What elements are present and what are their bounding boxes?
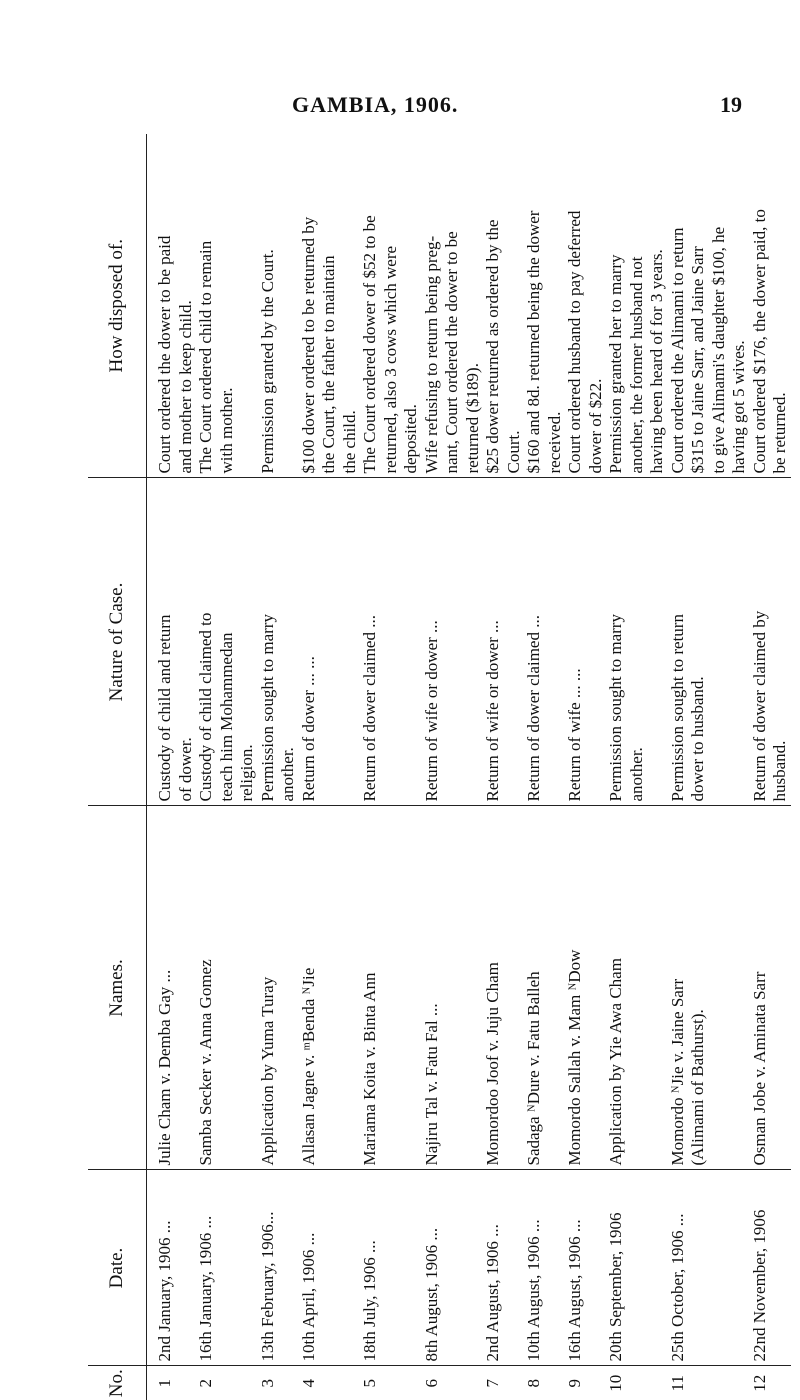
column-names: [147, 806, 791, 1170]
cell-line: [401, 479, 422, 806]
entry-how: [258, 134, 299, 478]
entry-no: [483, 1367, 524, 1400]
cell-line: $25 dower returned as ordered by the: [483, 134, 504, 478]
entry-date: [196, 1171, 258, 1366]
cell-line: 8: [524, 1367, 545, 1400]
cell-line: Momordo Sallah v. Mam ᴺDow: [565, 807, 586, 1170]
cell-line: [688, 1171, 709, 1366]
cell-line: [319, 807, 340, 1170]
entry-nature: [565, 479, 606, 806]
cell-line: [442, 479, 463, 806]
cell-line: Court ordered $176, the dower paid, to: [750, 134, 771, 478]
cell-line: [647, 479, 668, 806]
cell-line: [545, 1171, 566, 1366]
cell-line: [463, 1367, 484, 1400]
cell-line: 8th August, 1906 ...: [422, 1171, 443, 1366]
cell-line: Return of wife or dower ...: [483, 479, 504, 806]
cell-line: [586, 1367, 607, 1400]
cell-line: [729, 1367, 750, 1400]
cell-line: [647, 807, 668, 1170]
cell-line: $160 and 8d. returned being the dower: [524, 134, 545, 478]
cell-line: 7: [483, 1367, 504, 1400]
entry-how: [299, 134, 361, 478]
cell-line: [627, 1171, 648, 1366]
cell-line: [709, 1171, 730, 1366]
cell-line: [647, 1367, 668, 1400]
cell-line: Wife refusing to return being preg-: [422, 134, 443, 478]
cell-line: [237, 134, 258, 478]
entry-how: [483, 134, 524, 478]
cell-line: Court ordered husband to pay deferred: [565, 134, 586, 478]
cell-line: the Court, the father to maintain: [319, 134, 340, 478]
cell-line: 5: [360, 1367, 381, 1400]
cell-line: the child.: [340, 134, 361, 478]
cell-line: [381, 807, 402, 1170]
cell-line: [463, 479, 484, 806]
cell-line: Permission sought to marry: [606, 479, 627, 806]
column-no: [147, 1366, 791, 1400]
entry-no: [196, 1367, 258, 1400]
cell-line: 4: [299, 1367, 320, 1400]
cell-line: Custody of child claimed to: [196, 479, 217, 806]
cell-line: 11: [668, 1367, 689, 1400]
entry-no: [299, 1367, 361, 1400]
cell-line: Allasan Jagne v. ᵐBenda ᴺJie: [299, 807, 320, 1170]
entry-no: [524, 1367, 565, 1400]
entry-date: [750, 1171, 791, 1366]
header-nature: Nature of Case.: [88, 478, 147, 806]
cell-line: [504, 479, 525, 806]
cell-line: dower to husband.: [688, 479, 709, 806]
cell-line: with mother.: [217, 134, 238, 478]
cell-line: [545, 807, 566, 1170]
cell-line: [217, 1171, 238, 1366]
cell-line: Julie Cham v. Demba Gay ...: [155, 807, 176, 1170]
entry-nature: [483, 479, 524, 806]
entry-no: [750, 1367, 791, 1400]
cell-line: Custody of child and return: [155, 479, 176, 806]
entry-names: [258, 807, 299, 1170]
entry-nature: [750, 479, 791, 806]
cell-line: Momordo ᴺJie v. Jaine Sarr: [668, 807, 689, 1170]
entry-nature: [196, 479, 258, 806]
cell-line: [217, 807, 238, 1170]
cell-line: [381, 1171, 402, 1366]
cell-line: 10th April, 1906 ...: [299, 1171, 320, 1366]
cell-line: [729, 1171, 750, 1366]
cell-line: 10: [606, 1367, 627, 1400]
cell-line: [217, 1367, 238, 1400]
entry-no: [565, 1367, 606, 1400]
entry-names: [606, 807, 668, 1170]
entry-how: [565, 134, 606, 478]
cell-line: deposited.: [401, 134, 422, 478]
cell-line: 12: [750, 1367, 771, 1400]
entry-date: [155, 1171, 196, 1366]
cell-line: Application by Yie Awa Cham: [606, 807, 627, 1170]
entry-how: [606, 134, 668, 478]
cell-line: [688, 1367, 709, 1400]
entry-no: [422, 1367, 484, 1400]
entry-names: [299, 807, 361, 1170]
entry-how: [668, 134, 750, 478]
entry-no: [258, 1367, 299, 1400]
cell-line: [340, 1171, 361, 1366]
cell-line: be returned.: [770, 134, 791, 478]
column-nature: [147, 478, 791, 806]
cell-line: [504, 1367, 525, 1400]
cell-line: [278, 134, 299, 478]
cell-line: [176, 1171, 197, 1366]
cell-line: [770, 807, 791, 1170]
cell-line: [770, 1171, 791, 1366]
cell-line: another, the former husband not: [627, 134, 648, 478]
entry-names: [668, 807, 750, 1170]
cell-line: religion.: [237, 479, 258, 806]
cell-line: [463, 807, 484, 1170]
cell-line: Samba Secker v. Anna Gomez: [196, 807, 217, 1170]
entry-nature: [360, 479, 422, 806]
entry-nature: [668, 479, 750, 806]
column-date: [147, 1170, 791, 1366]
cell-line: 2nd January, 1906 ...: [155, 1171, 176, 1366]
cell-line: [709, 807, 730, 1170]
cell-line: [545, 1367, 566, 1400]
entry-nature: [155, 479, 196, 806]
cell-line: [278, 807, 299, 1170]
cell-line: Sadaga ᴺDure v. Fatu Balleh: [524, 807, 545, 1170]
cell-line: $315 to Jaine Sarr, and Jaine Sarr: [688, 134, 709, 478]
cell-line: [340, 1367, 361, 1400]
cell-line: [586, 479, 607, 806]
cell-line: Return of wife or dower ...: [422, 479, 443, 806]
cell-line: to give Alimami's daughter $100, he: [709, 134, 730, 478]
entry-date: [565, 1171, 606, 1366]
cell-line: Permission sought to return: [668, 479, 689, 806]
entry-names: [360, 807, 422, 1170]
cell-line: [237, 1367, 258, 1400]
cell-line: [340, 807, 361, 1170]
cell-line: 20th September, 1906: [606, 1171, 627, 1366]
cell-line: [401, 1367, 422, 1400]
cell-line: Najiru Tal v. Fatu Fal ...: [422, 807, 443, 1170]
cell-line: received.: [545, 134, 566, 478]
entry-how: [750, 134, 791, 478]
cell-line: [442, 1367, 463, 1400]
cell-line: [463, 1171, 484, 1366]
cell-line: Permission granted by the Court.: [258, 134, 279, 478]
entry-names: [565, 807, 606, 1170]
entry-no: [155, 1367, 196, 1400]
cell-line: another.: [278, 479, 299, 806]
cell-line: [627, 1367, 648, 1400]
cell-line: Osman Jobe v. Aminata Sarr: [750, 807, 771, 1170]
cell-line: Return of dower claimed ...: [360, 479, 381, 806]
cell-line: The Court ordered child to remain: [196, 134, 217, 478]
cell-line: Permission sought to marry: [258, 479, 279, 806]
cell-line: Permission granted her to marry: [606, 134, 627, 478]
header-how: How disposed of.: [88, 134, 147, 478]
entry-how: [524, 134, 565, 478]
entry-nature: [258, 479, 299, 806]
entry-date: [606, 1171, 668, 1366]
entry-nature: [524, 479, 565, 806]
cell-line: husband.: [770, 479, 791, 806]
cell-line: having got 5 wives.: [729, 134, 750, 478]
cell-line: Court ordered the Alimami to return: [668, 134, 689, 478]
cell-line: $100 dower ordered to be returned by: [299, 134, 320, 478]
cell-line: [381, 1367, 402, 1400]
entry-date: [258, 1171, 299, 1366]
cell-line: Return of dower claimed by: [750, 479, 771, 806]
cell-line: returned, also 3 cows which were: [381, 134, 402, 478]
cell-line: [381, 479, 402, 806]
entry-names: [524, 807, 565, 1170]
entry-names: [750, 807, 791, 1170]
cell-line: [237, 807, 258, 1170]
cell-line: dower of $22.: [586, 134, 607, 478]
cell-line: 13th February, 1906...: [258, 1171, 279, 1366]
cell-line: and mother to keep child.: [176, 134, 197, 478]
cell-line: [647, 1171, 668, 1366]
entry-names: [422, 807, 484, 1170]
entry-no: [668, 1367, 750, 1400]
header-date: Date.: [88, 1170, 147, 1366]
cell-line: Return of dower claimed ...: [524, 479, 545, 806]
entry-no: [360, 1367, 422, 1400]
entry-how: [155, 134, 196, 478]
entry-how: [360, 134, 422, 478]
page-number: 19: [720, 92, 742, 118]
cell-line: (Alimami of Bathurst).: [688, 807, 709, 1170]
entry-date: [360, 1171, 422, 1366]
cell-line: Application by Yuma Turay: [258, 807, 279, 1170]
running-title: GAMBIA, 1906.: [292, 92, 458, 118]
cell-line: teach him Mohammedan: [217, 479, 238, 806]
cell-line: of dower.: [176, 479, 197, 806]
column-how: [147, 134, 791, 478]
cell-line: another.: [627, 479, 648, 806]
cell-line: 9: [565, 1367, 586, 1400]
cell-line: [504, 807, 525, 1170]
rotated-table-container: [88, 134, 696, 1400]
cell-line: [319, 1367, 340, 1400]
cell-line: [278, 1367, 299, 1400]
cell-line: [627, 807, 648, 1170]
cell-line: Return of dower ... ...: [299, 479, 320, 806]
cell-line: [401, 807, 422, 1170]
cell-line: [729, 479, 750, 806]
cell-line: [442, 807, 463, 1170]
cell-line: Court ordered the dower to be paid: [155, 134, 176, 478]
entry-date: [299, 1171, 361, 1366]
cell-line: [278, 1171, 299, 1366]
cell-line: [770, 1367, 791, 1400]
cell-line: 25th October, 1906 ...: [668, 1171, 689, 1366]
cell-line: Momordoo Joof v. Juju Cham: [483, 807, 504, 1170]
entry-date: [483, 1171, 524, 1366]
cases-table: [88, 134, 791, 1400]
cell-line: 6: [422, 1367, 443, 1400]
cell-line: [237, 1171, 258, 1366]
cell-line: [176, 1367, 197, 1400]
cell-line: The Court ordered dower of $52 to be: [360, 134, 381, 478]
entry-no: [606, 1367, 668, 1400]
cell-line: nant, Court ordered the dower to be: [442, 134, 463, 478]
cell-line: 1: [155, 1367, 176, 1400]
entry-nature: [299, 479, 361, 806]
cell-line: Return of wife ... ...: [565, 479, 586, 806]
entry-names: [155, 807, 196, 1170]
cell-line: 18th July, 1906 ...: [360, 1171, 381, 1366]
running-head: [0, 92, 800, 122]
entry-date: [524, 1171, 565, 1366]
table-header-row: [88, 134, 147, 1400]
cell-line: [709, 1367, 730, 1400]
entry-nature: [422, 479, 484, 806]
cell-line: [586, 807, 607, 1170]
entry-names: [483, 807, 524, 1170]
cell-line: [586, 1171, 607, 1366]
cell-line: having been heard of for 3 years.: [647, 134, 668, 478]
cell-line: [729, 807, 750, 1170]
header-no: No.: [88, 1366, 147, 1400]
header-names: Names.: [88, 806, 147, 1170]
cell-line: 16th January, 1906 ...: [196, 1171, 217, 1366]
cell-line: returned ($189).: [463, 134, 484, 478]
cell-line: [319, 479, 340, 806]
table-body-row: [147, 134, 791, 1400]
cell-line: [545, 479, 566, 806]
entry-how: [196, 134, 258, 478]
cell-line: [340, 479, 361, 806]
cell-line: [319, 1171, 340, 1366]
cell-line: 2nd August, 1906 ...: [483, 1171, 504, 1366]
entry-date: [422, 1171, 484, 1366]
cell-line: [401, 1171, 422, 1366]
cell-line: 22nd November, 1906: [750, 1171, 771, 1366]
cell-line: [504, 1171, 525, 1366]
cell-line: Court.: [504, 134, 525, 478]
entry-how: [422, 134, 484, 478]
entry-nature: [606, 479, 668, 806]
entry-date: [668, 1171, 750, 1366]
entry-names: [196, 807, 258, 1170]
cell-line: [176, 807, 197, 1170]
cell-line: 10th August, 1906 ...: [524, 1171, 545, 1366]
cell-line: 3: [258, 1367, 279, 1400]
cell-line: Mariama Koita v. Binta Ann: [360, 807, 381, 1170]
cell-line: [709, 479, 730, 806]
cell-line: [442, 1171, 463, 1366]
cell-line: 16th August, 1906 ...: [565, 1171, 586, 1366]
cell-line: 2: [196, 1367, 217, 1400]
